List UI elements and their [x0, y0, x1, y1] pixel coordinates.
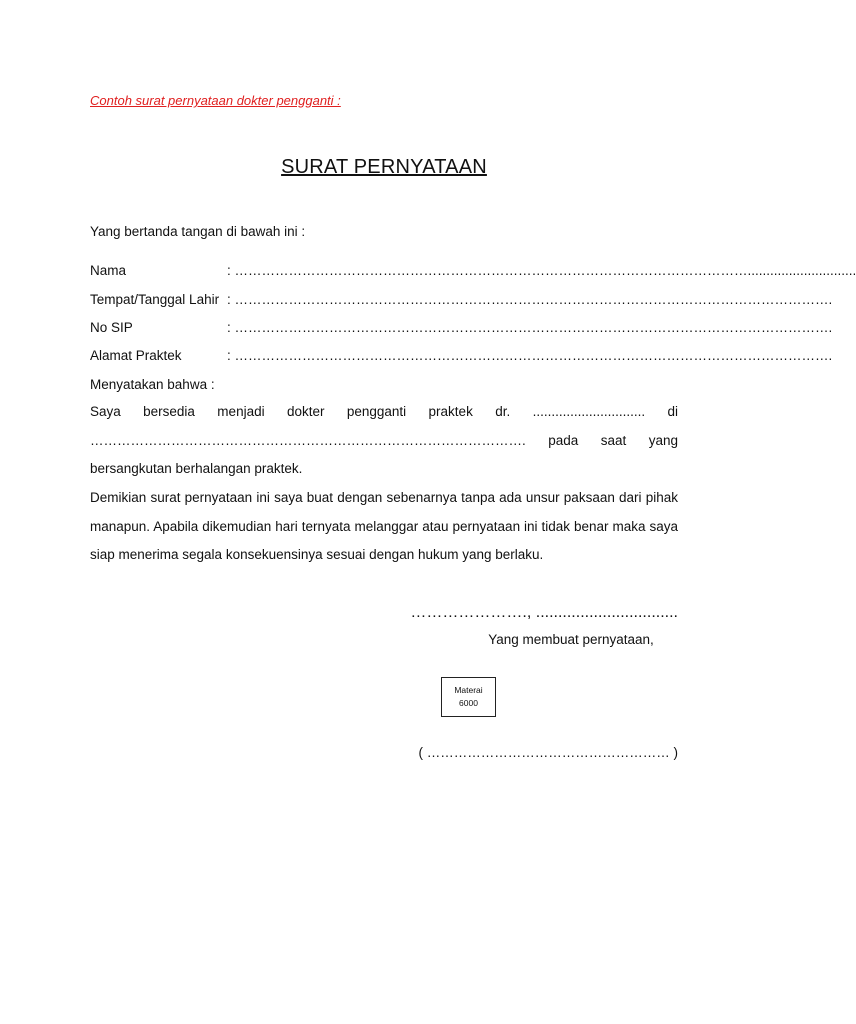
field-value: : …………………………………………………………………………………………………………………….: [227, 320, 833, 335]
intro-text: Yang bertanda tangan di bawah ini :: [90, 224, 306, 239]
field-tempat-tanggal-lahir: [90, 292, 833, 312]
field-label: Nama: [90, 263, 127, 278]
field-label: No SIP: [90, 320, 133, 335]
statement-paragraph: Saya bersedia menjadi dokter pengganti praktek dr. .............................. di ……………………………………………………………………………………. pada saat yang bersangkutan berhalangan praktek.: [90, 404, 678, 476]
field-value: : …………………………………………………………………………………………………………………….: [227, 292, 833, 307]
field-label: Alamat Praktek: [90, 348, 182, 363]
field-label: Tempat/Tanggal Lahir: [90, 292, 220, 307]
field-no-sip: [90, 320, 833, 340]
field-value: : …………………………………………………………………………………………………………………….: [227, 348, 833, 363]
field-nama: [90, 263, 856, 283]
closing-paragraph: Demikian surat pernyataan ini saya buat dengan sebenarnya tanpa ada unsur paksaan dari pihak manapun. Apabila dikemudian hari ternyata melanggar atau pernyataan ini tidak benar maka saya siap menerima segala konsekuensinya sesuai dengan hukum yang berlaku.: [90, 490, 678, 562]
document-title: SURAT PERNYATAAN: [281, 156, 487, 178]
place-date-line: …………………., ................................: [410, 604, 678, 621]
signature-line: ( ……………………………………………… ): [418, 745, 678, 760]
example-note: Contoh surat pernyataan dokter pengganti :: [90, 93, 341, 108]
stamp-box: [441, 677, 496, 717]
stamp-label: Materai: [454, 685, 483, 695]
signer-label: Yang membuat pernyataan,: [488, 632, 654, 647]
stamp-value: 6000: [459, 698, 478, 708]
declaration-heading: Menyatakan bahwa :: [90, 377, 215, 392]
field-value: : …………………………………………………………………………………………………….............................: [227, 263, 856, 278]
field-alamat-praktek: [90, 348, 833, 368]
